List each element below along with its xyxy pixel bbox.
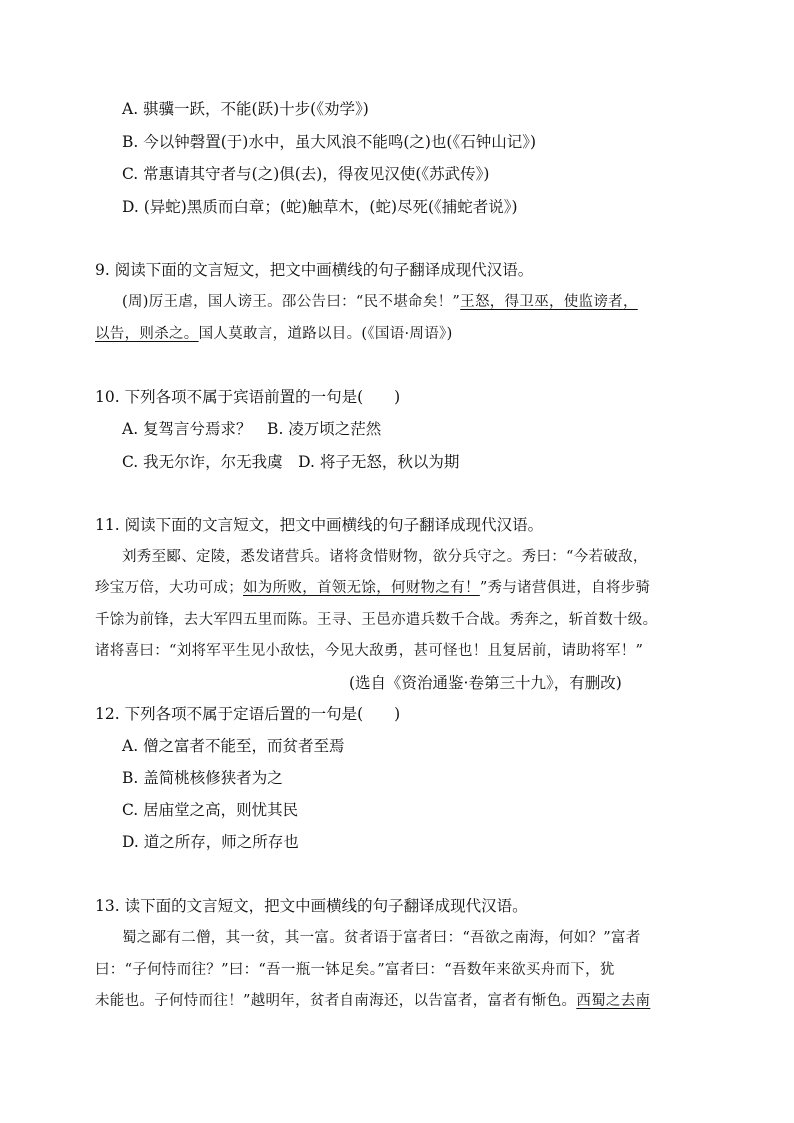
- q12-option-a: A. 僧之富者不能至，而贫者至焉: [122, 737, 345, 755]
- q12-option-c: C. 居庙堂之高，则忧其民: [122, 801, 299, 819]
- q13-underlined-sentence: 西蜀之去南: [576, 993, 651, 1009]
- q11-passage-line-3: 千馀为前锋，去大军四五里而陈。王寻、王邑亦遣兵数千合战。秀奔之，斩首数十级。: [95, 612, 658, 628]
- q12-option-b: B. 盖简桃核修狭者为之: [122, 769, 283, 787]
- q11-passage-text: 珍宝万倍，大功可成；: [95, 580, 243, 596]
- q9-underlined-sentence: 王怒，得卫巫，使监谤者，: [460, 294, 638, 310]
- q8-option-a: A. 骐骥一跃，不能(跃)十步(《劝学》): [122, 100, 369, 118]
- q9-stem: 9. 阅读下面的文言短文，把文中画横线的句子翻译成现代汉语。: [95, 261, 534, 279]
- q13-stem: 13. 读下面的文言短文，把文中画横线的句子翻译成现代汉语。: [95, 897, 528, 915]
- q11-underlined-sentence: 如为所败，首领无馀，何财物之有！: [243, 580, 480, 596]
- q13-passage-line-3: [95, 990, 650, 1012]
- q12-option-d: D. 道之所存，师之所存也: [122, 833, 299, 851]
- q8-option-d: D. (异蛇)黑质而白章；(蛇)触草木，(蛇)尽死(《捕蛇者说》): [122, 198, 518, 216]
- q9-passage-line-2: [95, 323, 453, 345]
- q8-option-b: B. 今以钟磬置(于)水中，虽大风浪不能鸣(之)也(《石钟山记》): [122, 133, 537, 151]
- q10-options-row-2: C. 我无尔诈，尔无我虞 D. 将子无怒，秋以为期: [122, 453, 460, 471]
- q11-passage-line-1: 刘秀至郾、定陵，悉发诸营兵。诸将贪惜财物，欲分兵守之。秀曰：“今若破敌，: [122, 549, 648, 565]
- q9-passage-line-1: [122, 291, 638, 313]
- q11-stem: 11. 阅读下面的文言短文，把文中画横线的句子翻译成现代汉语。: [95, 516, 544, 534]
- q13-passage-line-2: 曰：“子何恃而往？”曰：“吾一瓶一钵足矣。”富者曰：“吾数年来欲买舟而下，犹: [95, 962, 615, 978]
- q9-underlined-sentence-cont: 以告，则杀之。: [95, 326, 199, 342]
- q13-passage-line-1: 蜀之鄙有二僧，其一贫，其一富。贫者语于富者曰：“吾欲之南海，何如？”富者: [122, 930, 641, 946]
- q11-source: (选自《资治通鉴·卷第三十九》，有删改): [349, 674, 622, 692]
- q9-passage-text-cont: 国人莫敢言，道路以目。(《国语·周语》): [198, 326, 453, 342]
- q12-stem: 12. 下列各项不属于定语后置的一句是( ): [95, 705, 401, 723]
- q9-passage-text: (周)厉王虐，国人谤王。邵公告曰：“民不堪命矣！”: [122, 294, 461, 310]
- q11-passage-line-4: 诸将喜曰：“刘将军平生见小敌怯，今见大敌勇，甚可怪也！且复居前，请助将军！”: [95, 643, 644, 659]
- q11-passage-text-tail: ”秀与诸营俱进，自将步骑: [479, 580, 651, 596]
- q11-passage-line-2: [95, 577, 650, 599]
- q8-option-c: C. 常惠请其守者与(之)俱(去)，得夜见汉使(《苏武传》): [122, 165, 490, 183]
- q13-passage-text: 未能也。子何恃而往！”越明年，贫者自南海还，以告富者，富者有惭色。: [95, 993, 577, 1009]
- q10-options-row-1: A. 复驾言兮焉求？ B. 凌万顷之茫然: [122, 420, 382, 438]
- q10-stem: 10. 下列各项不属于宾语前置的一句是( ): [95, 388, 401, 406]
